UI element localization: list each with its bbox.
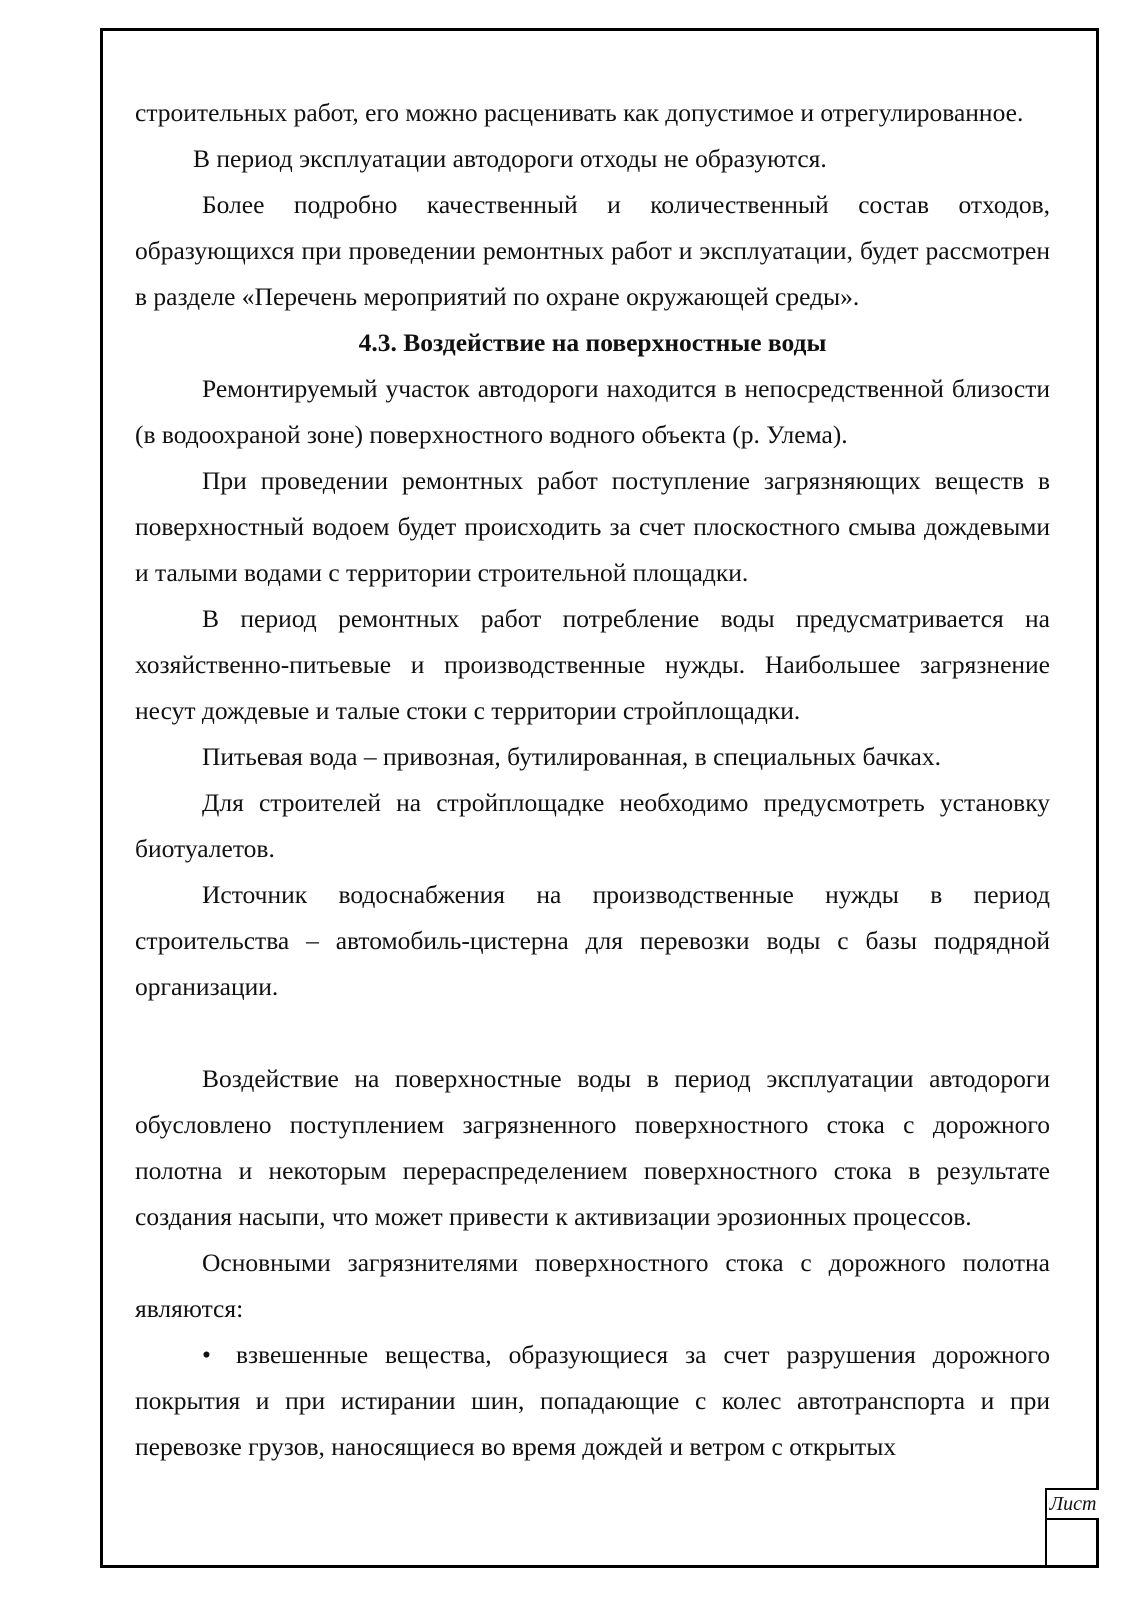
paragraph-biotoilets: Для строителей на стройплощадке необходимо предусмотреть установку биотуалетов. bbox=[135, 788, 1050, 863]
bullet-icon: • bbox=[202, 1340, 211, 1369]
list-item bbox=[135, 1332, 1050, 1470]
paragraph-operation-waste: В период эксплуатации автодороги отходы не образуются. bbox=[193, 144, 827, 173]
paragraph-pollutant-inflow: При проведении ремонтных работ поступление загрязняющих веществ в поверхностный водоем будет происходить за счет плоскостного смыва дождевыми и талыми водами с территории строительной площадки. bbox=[135, 466, 1050, 587]
paragraph-drinking-water: Питьевая вода – привозная, бутилированная, в специальных бачках. bbox=[202, 742, 941, 771]
paragraph-water-supply: Источник водоснабжения на производственные нужды в период строительства – автомобиль-цистерна для перевозки воды с базы подрядной организации. bbox=[135, 880, 1050, 1001]
paragraph-water-consumption: В период ремонтных работ потребление воды предусматривается на хозяйственно-питьевые и производственные нужды. Наибольшее загрязнение несут дождевые и талые стоки с территории стройплощадки. bbox=[135, 604, 1050, 725]
paragraph-road-location: Ремонтируемый участок автодороги находится в непосредственной близости (в водоохраной зоне) поверхностного водного объекта (р. Улема). bbox=[135, 374, 1050, 449]
section-heading: 4.3. Воздействие на поверхностные воды bbox=[358, 328, 827, 357]
blank-line bbox=[135, 1010, 1050, 1056]
paragraph-continuation: строительных работ, его можно расценивать как допустимое и отрегулированное. bbox=[135, 98, 1024, 127]
list-item-text: взвешенные вещества, образующиеся за счет разрушения дорожного покрытия и при истирании шин, попадающие с колес автотранспорта и при перевозке грузов, наносящиеся во время дождей и ветром с открытых bbox=[135, 1340, 1050, 1461]
document-body bbox=[135, 90, 1050, 1470]
paragraph-waste-details: Более подробно качественный и количественный состав отходов, образующихся при проведении ремонтных работ и эксплуатации, будет рассмотрен в разделе «Перечень мероприятий по охране окружающей среды». bbox=[135, 190, 1050, 311]
paragraph-operation-impact: Воздействие на поверхностные воды в период эксплуатации автодороги обусловлено поступлением загрязненного поверхностного стока с дорожного полотна и некоторым перераспределением поверхностного стока в результате создания насыпи, что может привести к активизации эрозионных процессов. bbox=[135, 1064, 1050, 1231]
sheet-number-cell bbox=[1045, 1520, 1099, 1568]
paragraph-main-pollutants: Основными загрязнителями поверхностного стока с дорожного полотна являются: bbox=[135, 1248, 1050, 1323]
sheet-label: Лист bbox=[1045, 1488, 1099, 1520]
sheet-stamp bbox=[1045, 1488, 1099, 1568]
